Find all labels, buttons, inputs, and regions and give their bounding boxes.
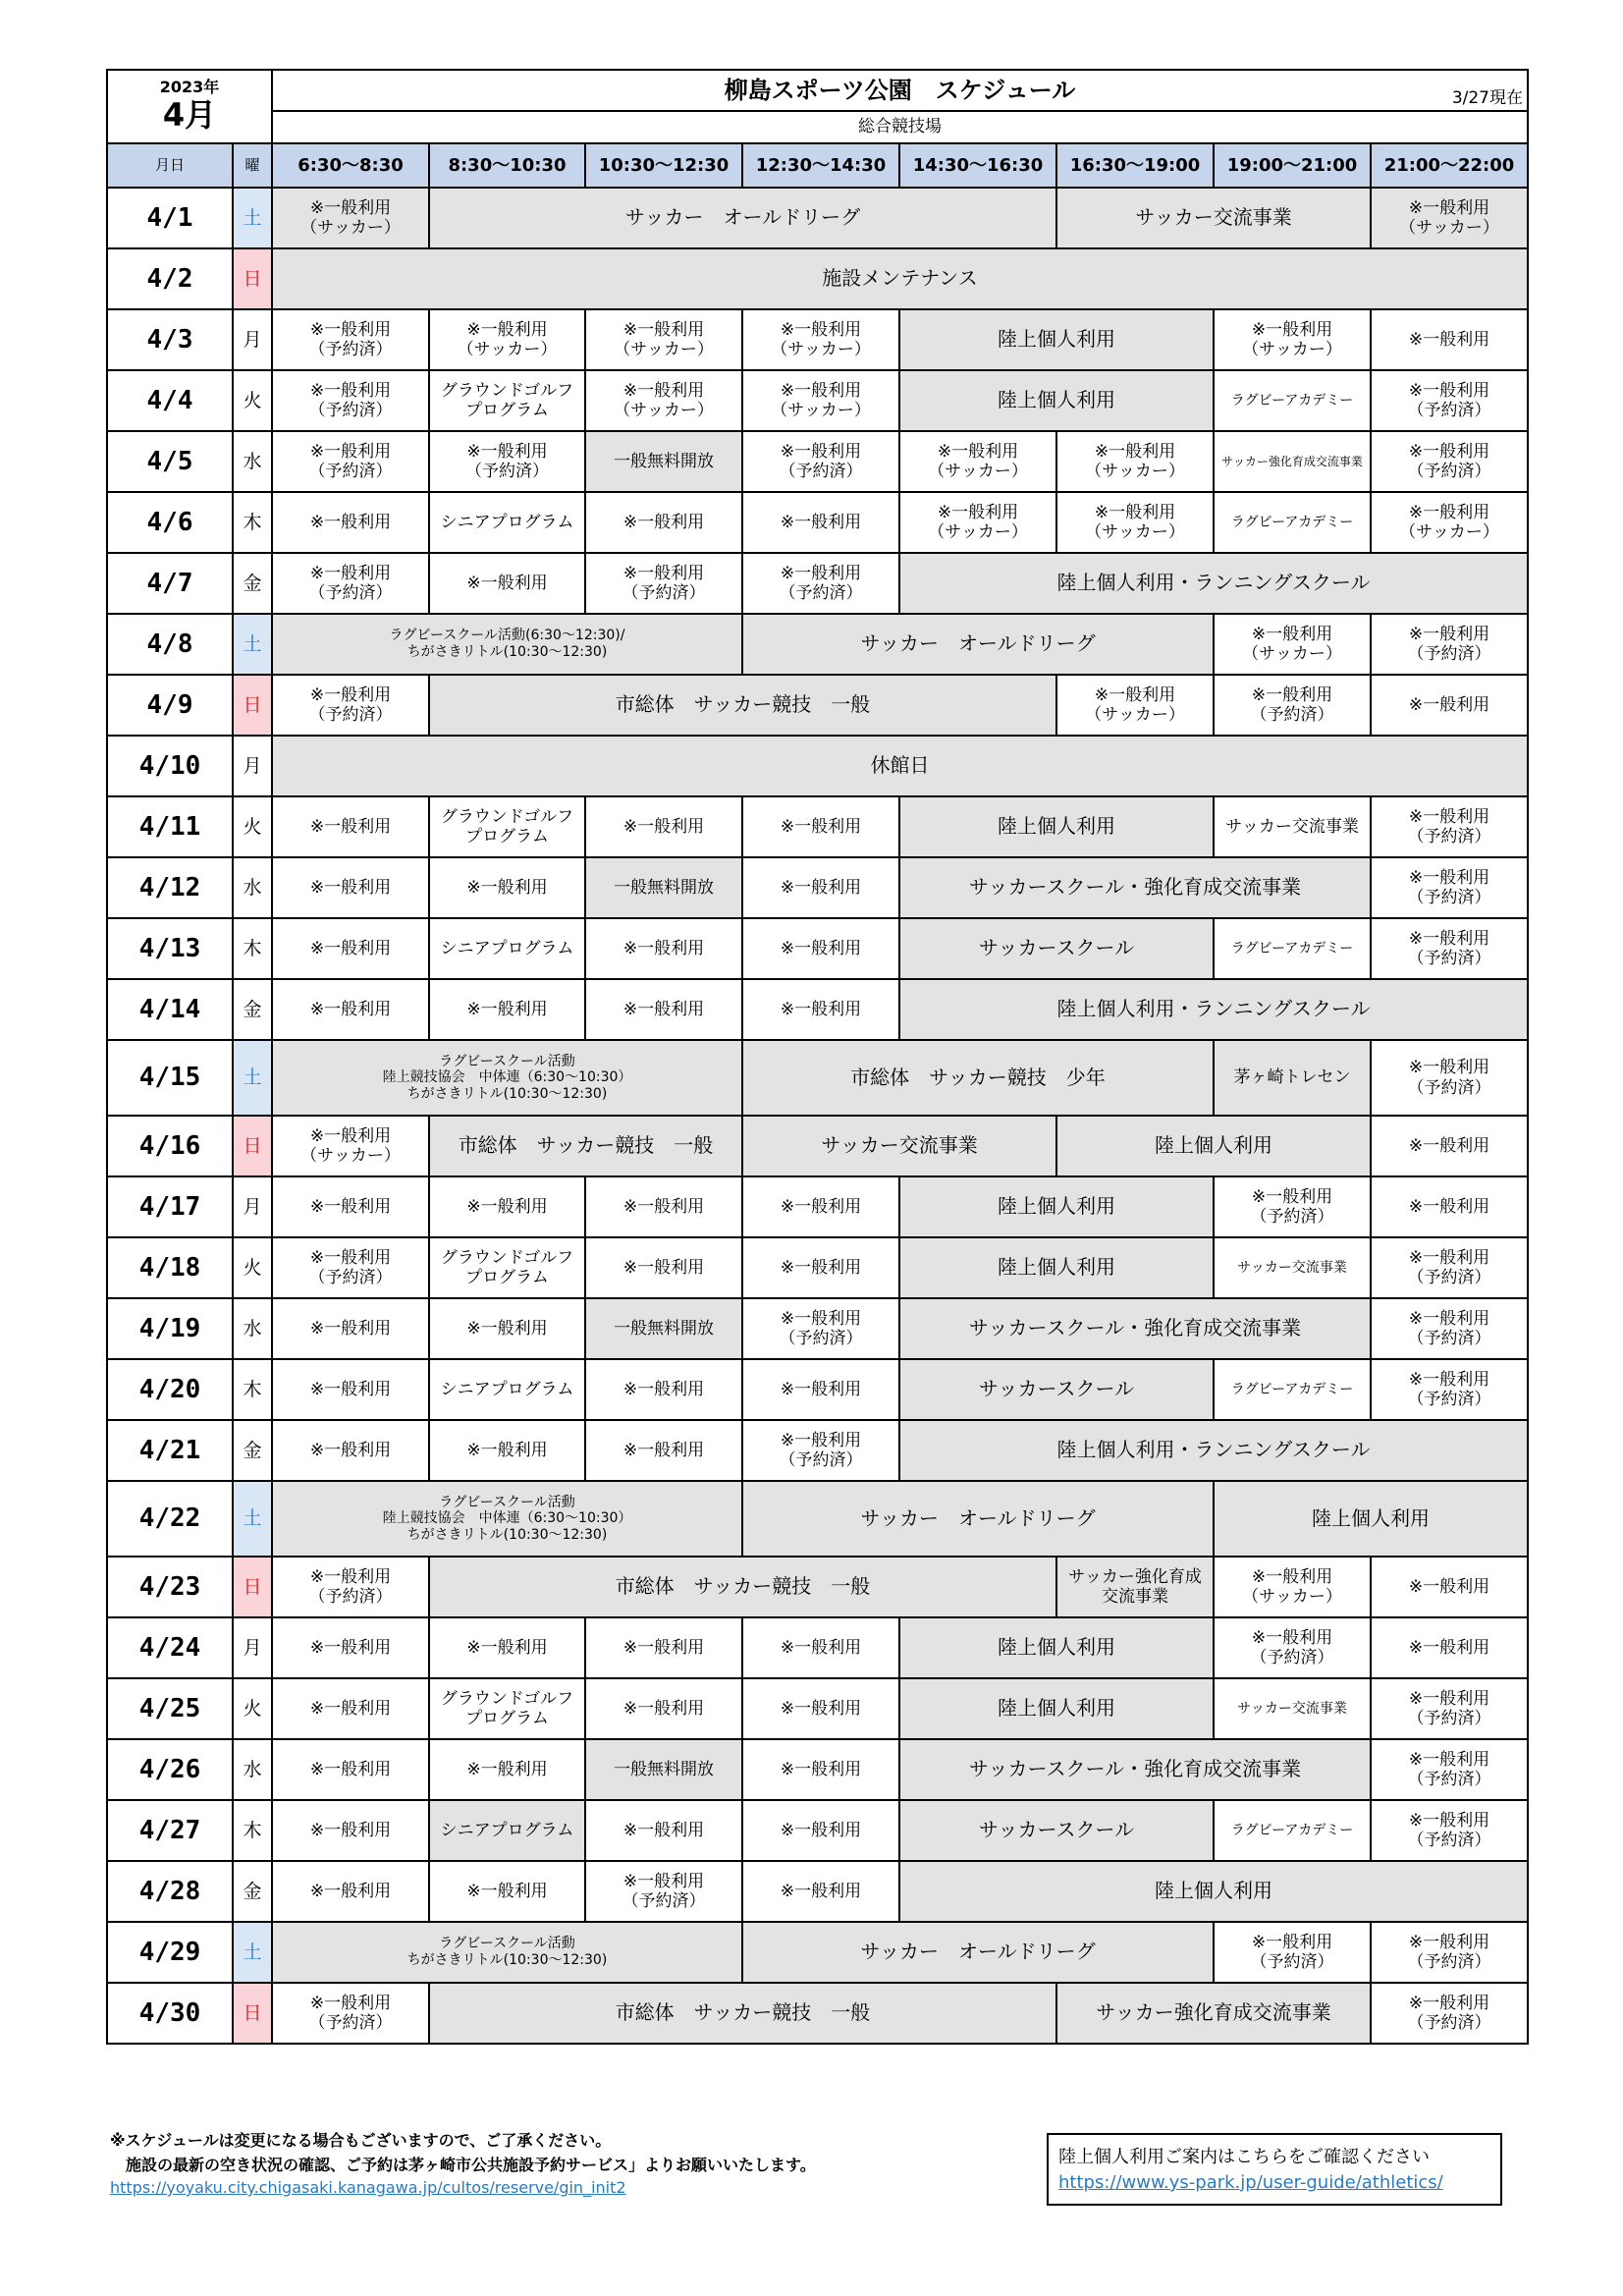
schedule-cell: ラグビーアカデミー <box>1214 1800 1371 1861</box>
weekday-cell: 水 <box>233 1298 272 1359</box>
schedule-cell: ※一般利用 <box>272 492 429 553</box>
schedule-cell: ラグビーアカデミー <box>1214 918 1371 979</box>
schedule-row <box>107 1983 1528 2044</box>
schedule-cell: 陸上個人利用 <box>899 796 1214 857</box>
schedule-cell: 陸上個人利用 <box>1214 1481 1528 1557</box>
schedule-cell: ※一般利用 <box>585 796 742 857</box>
schedule-cell: ※一般利用 （サッカー） <box>1056 431 1214 492</box>
schedule-cell: サッカー交流事業 <box>1214 1237 1371 1298</box>
page-title: 柳島スポーツ公園 スケジュール <box>724 76 1076 104</box>
time-slot-header: 21:00～22:00 <box>1371 143 1528 188</box>
athletics-info-link[interactable]: https://www.ys-park.jp/user-guide/athletics/ <box>1058 2172 1443 2193</box>
schedule-cell: ※一般利用 （予約済） <box>1371 370 1528 431</box>
schedule-cell: サッカー交流事業 <box>1214 1678 1371 1739</box>
date-cell: 4/25 <box>107 1678 233 1739</box>
weekday-cell: 月 <box>233 309 272 370</box>
schedule-cell: サッカー オールドリーグ <box>742 614 1214 675</box>
schedule-cell: ※一般利用 <box>742 1678 899 1739</box>
schedule-table <box>106 69 1529 2045</box>
weekday-cell: 日 <box>233 1983 272 2044</box>
schedule-cell: ※一般利用 <box>585 1617 742 1678</box>
footer-note-reservation: 施設の最新の空き状況の確認、ご予約は茅ヶ崎市公共施設予約サービス」よりお願いいたします。 <box>110 2156 816 2174</box>
schedule-cell: サッカースクール・強化育成交流事業 <box>899 1298 1371 1359</box>
schedule-cell: ※一般利用 （サッカー） <box>1371 492 1528 553</box>
schedule-cell: サッカースクール・強化育成交流事業 <box>899 1739 1371 1800</box>
schedule-cell: ※一般利用 <box>742 1237 899 1298</box>
schedule-cell: 施設メンテナンス <box>272 248 1528 309</box>
schedule-cell: ※一般利用 <box>1371 1557 1528 1617</box>
schedule-cell: ※一般利用 <box>272 1176 429 1237</box>
schedule-cell: ※一般利用 （サッカー） <box>899 492 1056 553</box>
schedule-cell: ※一般利用 <box>429 1739 585 1800</box>
athletics-info-box <box>1047 2133 1502 2206</box>
weekday-cell: 日 <box>233 1116 272 1176</box>
schedule-cell: 陸上個人利用 <box>1056 1116 1371 1176</box>
schedule-cell: シニアプログラム <box>429 492 585 553</box>
time-slot-header: 6:30～8:30 <box>272 143 429 188</box>
schedule-cell: ※一般利用 （サッカー） <box>1214 1557 1371 1617</box>
schedule-cell: ※一般利用 （予約済） <box>272 431 429 492</box>
schedule-cell: ※一般利用 <box>429 857 585 918</box>
schedule-cell: 陸上個人利用 <box>899 1617 1214 1678</box>
schedule-cell: グラウンドゴルフ プログラム <box>429 1237 585 1298</box>
schedule-cell: 一般無料開放 <box>585 1739 742 1800</box>
schedule-cell: 市総体 サッカー競技 一般 <box>429 1116 742 1176</box>
schedule-cell: グラウンドゴルフ プログラム <box>429 796 585 857</box>
schedule-cell: ※一般利用 <box>585 1678 742 1739</box>
schedule-cell: ※一般利用 （予約済） <box>585 553 742 614</box>
schedule-cell: ※一般利用 <box>272 1420 429 1481</box>
schedule-cell: サッカースクール <box>899 1800 1214 1861</box>
weekday-cell: 火 <box>233 796 272 857</box>
schedule-cell: ※一般利用 （サッカー） <box>429 309 585 370</box>
time-slot-header: 10:30～12:30 <box>585 143 742 188</box>
schedule-cell: 陸上個人利用 <box>899 309 1214 370</box>
schedule-cell: ※一般利用 （予約済） <box>272 553 429 614</box>
schedule-row <box>107 1237 1528 1298</box>
schedule-cell: ※一般利用 （サッカー） <box>742 370 899 431</box>
schedule-cell: サッカー交流事業 <box>1214 796 1371 857</box>
schedule-cell: ※一般利用 （サッカー） <box>585 309 742 370</box>
schedule-cell: 一般無料開放 <box>585 1298 742 1359</box>
schedule-cell: 陸上個人利用 <box>899 1176 1214 1237</box>
weekday-cell: 日 <box>233 675 272 736</box>
date-cell: 4/10 <box>107 736 233 796</box>
time-slot-header: 19:00～21:00 <box>1214 143 1371 188</box>
schedule-cell: ※一般利用 <box>429 979 585 1040</box>
title-cell <box>272 70 1528 111</box>
date-cell: 4/15 <box>107 1040 233 1116</box>
schedule-cell: 陸上個人利用・ランニングスクール <box>899 979 1528 1040</box>
schedule-cell: ※一般利用 <box>585 1800 742 1861</box>
weekday-cell: 月 <box>233 736 272 796</box>
schedule-cell: グラウンドゴルフ プログラム <box>429 370 585 431</box>
schedule-cell: 市総体 サッカー競技 少年 <box>742 1040 1214 1116</box>
schedule-cell: サッカースクール <box>899 1359 1214 1420</box>
schedule-cell: ※一般利用 <box>742 1359 899 1420</box>
schedule-row <box>107 1040 1528 1116</box>
weekday-cell: 火 <box>233 1678 272 1739</box>
date-cell: 4/20 <box>107 1359 233 1420</box>
schedule-row <box>107 1116 1528 1176</box>
schedule-cell: ※一般利用 <box>742 796 899 857</box>
schedule-cell: ※一般利用 （予約済） <box>1371 796 1528 857</box>
schedule-cell: ※一般利用 <box>272 1298 429 1359</box>
weekday-cell: 月 <box>233 1617 272 1678</box>
date-cell: 4/28 <box>107 1861 233 1922</box>
schedule-cell: ※一般利用 <box>742 918 899 979</box>
weekday-cell: 金 <box>233 1420 272 1481</box>
weekday-cell: 水 <box>233 431 272 492</box>
weekday-cell: 土 <box>233 1481 272 1557</box>
schedule-cell: ※一般利用 （サッカー） <box>1371 188 1528 248</box>
date-cell: 4/24 <box>107 1617 233 1678</box>
schedule-cell: 陸上個人利用 <box>899 1237 1214 1298</box>
schedule-cell: ※一般利用 （サッカー） <box>1056 675 1214 736</box>
schedule-cell: ※一般利用 <box>1371 1176 1528 1237</box>
date-cell: 4/23 <box>107 1557 233 1617</box>
schedule-row <box>107 1176 1528 1237</box>
time-slot-header: 12:30～14:30 <box>742 143 899 188</box>
schedule-cell: ※一般利用 <box>742 492 899 553</box>
as-of-date: 3/27現在 <box>1451 87 1523 108</box>
weekday-cell: 火 <box>233 1237 272 1298</box>
schedule-cell: ※一般利用 <box>429 1420 585 1481</box>
schedule-row <box>107 1617 1528 1678</box>
schedule-cell: ※一般利用 <box>742 1861 899 1922</box>
date-cell: 4/17 <box>107 1176 233 1237</box>
schedule-row <box>107 796 1528 857</box>
schedule-cell: ※一般利用 <box>429 553 585 614</box>
schedule-cell: ラグビースクール活動 ちがさきリトル(10:30～12:30) <box>272 1922 742 1983</box>
schedule-cell: ※一般利用 <box>742 857 899 918</box>
schedule-cell: ※一般利用 <box>585 1176 742 1237</box>
schedule-row <box>107 979 1528 1040</box>
schedule-row <box>107 918 1528 979</box>
date-cell: 4/22 <box>107 1481 233 1557</box>
schedule-cell: ラグビーアカデミー <box>1214 1359 1371 1420</box>
weekday-cell: 月 <box>233 1176 272 1237</box>
date-cell: 4/1 <box>107 188 233 248</box>
time-slot-header: 16:30～19:00 <box>1056 143 1214 188</box>
schedule-row <box>107 248 1528 309</box>
weekday-cell: 土 <box>233 614 272 675</box>
date-cell: 4/16 <box>107 1116 233 1176</box>
year-label: 2023年 <box>159 78 220 97</box>
schedule-cell: ※一般利用 （予約済） <box>272 370 429 431</box>
schedule-cell: ※一般利用 （予約済） <box>429 431 585 492</box>
schedule-cell: ※一般利用 <box>585 918 742 979</box>
schedule-cell: ※一般利用 （予約済） <box>742 1420 899 1481</box>
schedule-cell: ※一般利用 <box>272 979 429 1040</box>
schedule-cell: ※一般利用 <box>429 1298 585 1359</box>
schedule-cell: ※一般利用 <box>272 1359 429 1420</box>
schedule-cell: ※一般利用 （サッカー） <box>1214 309 1371 370</box>
schedule-cell: ※一般利用 <box>272 857 429 918</box>
schedule-cell: ※一般利用 （予約済） <box>1371 1359 1528 1420</box>
schedule-cell: サッカースクール・強化育成交流事業 <box>899 857 1371 918</box>
weekday-cell: 金 <box>233 1861 272 1922</box>
schedule-cell: サッカー交流事業 <box>742 1116 1056 1176</box>
schedule-cell: ※一般利用 <box>272 1739 429 1800</box>
schedule-cell: ※一般利用 <box>742 1739 899 1800</box>
schedule-cell: ※一般利用 （サッカー） <box>742 309 899 370</box>
schedule-cell: 陸上個人利用・ランニングスクール <box>899 1420 1528 1481</box>
schedule-row <box>107 736 1528 796</box>
schedule-cell: ※一般利用 （予約済） <box>1371 857 1528 918</box>
weekday-cell: 日 <box>233 1557 272 1617</box>
schedule-cell: ※一般利用 （予約済） <box>1371 1739 1528 1800</box>
schedule-cell: ※一般利用 <box>272 1800 429 1861</box>
schedule-row <box>107 1298 1528 1359</box>
schedule-cell: ※一般利用 （サッカー） <box>1056 492 1214 553</box>
schedule-cell: ※一般利用 （予約済） <box>1371 1678 1528 1739</box>
date-cell: 4/5 <box>107 431 233 492</box>
schedule-row <box>107 1922 1528 1983</box>
date-cell: 4/14 <box>107 979 233 1040</box>
weekday-cell: 金 <box>233 979 272 1040</box>
schedule-cell: ※一般利用 （サッカー） <box>1214 614 1371 675</box>
schedule-cell: ※一般利用 <box>1371 1617 1528 1678</box>
schedule-cell: ※一般利用 （予約済） <box>1371 1298 1528 1359</box>
weekday-cell: 日 <box>233 248 272 309</box>
date-column-header: 月日 <box>107 143 233 188</box>
schedule-cell: ※一般利用 （予約済） <box>1371 1040 1528 1116</box>
weekday-cell: 水 <box>233 857 272 918</box>
schedule-cell: シニアプログラム <box>429 1359 585 1420</box>
schedule-cell: ※一般利用 （サッカー） <box>272 1116 429 1176</box>
date-cell: 4/18 <box>107 1237 233 1298</box>
header-row <box>107 143 1528 188</box>
schedule-cell: 市総体 サッカー競技 一般 <box>429 675 1056 736</box>
schedule-cell: ※一般利用 <box>1371 309 1528 370</box>
schedule-cell: 茅ヶ崎トレセン <box>1214 1040 1371 1116</box>
date-cell: 4/26 <box>107 1739 233 1800</box>
schedule-row <box>107 675 1528 736</box>
schedule-cell: ※一般利用 （予約済） <box>272 1237 429 1298</box>
schedule-cell: 市総体 サッカー競技 一般 <box>429 1557 1056 1617</box>
footer-note-change: ※スケジュールは変更になる場合もございますので、ご了承ください。 <box>110 2131 612 2150</box>
schedule-cell: ※一般利用 （予約済） <box>1214 1617 1371 1678</box>
schedule-cell: サッカー オールドリーグ <box>429 188 1056 248</box>
schedule-cell: ※一般利用 <box>585 492 742 553</box>
date-cell: 4/4 <box>107 370 233 431</box>
schedule-cell: 休館日 <box>272 736 1528 796</box>
schedule-cell: ※一般利用 （予約済） <box>1371 1800 1528 1861</box>
schedule-cell: ※一般利用 <box>272 1861 429 1922</box>
date-cell: 4/6 <box>107 492 233 553</box>
schedule-cell: ※一般利用 <box>585 1420 742 1481</box>
venue-name: 総合競技場 <box>272 111 1528 143</box>
schedule-row <box>107 614 1528 675</box>
schedule-cell: ※一般利用 （予約済） <box>742 553 899 614</box>
schedule-row <box>107 1800 1528 1861</box>
schedule-cell: 陸上個人利用 <box>899 1678 1214 1739</box>
schedule-row <box>107 370 1528 431</box>
date-cell: 4/12 <box>107 857 233 918</box>
schedule-row <box>107 1420 1528 1481</box>
date-cell: 4/21 <box>107 1420 233 1481</box>
schedule-cell: ※一般利用 （予約済） <box>272 1983 429 2044</box>
schedule-cell: ※一般利用 （サッカー） <box>272 188 429 248</box>
schedule-cell: ※一般利用 <box>742 1800 899 1861</box>
reservation-link[interactable]: https://yoyaku.city.chigasaki.kanagawa.jp/cultos/reserve/gin_init2 <box>110 2178 626 2197</box>
schedule-cell: ※一般利用 <box>429 1617 585 1678</box>
schedule-cell: ※一般利用 （予約済） <box>1371 918 1528 979</box>
schedule-cell: ※一般利用 （予約済） <box>272 675 429 736</box>
schedule-cell: 陸上個人利用 <box>899 370 1214 431</box>
schedule-cell: ※一般利用 （サッカー） <box>585 370 742 431</box>
schedule-cell: グラウンドゴルフ プログラム <box>429 1678 585 1739</box>
schedule-cell: サッカー強化育成交流事業 <box>1056 1983 1371 2044</box>
schedule-cell: ※一般利用 （予約済） <box>1371 614 1528 675</box>
schedule-cell: ※一般利用 （予約済） <box>585 1861 742 1922</box>
schedule-cell: ※一般利用 <box>1371 1116 1528 1176</box>
weekday-cell: 水 <box>233 1739 272 1800</box>
schedule-cell: ※一般利用 <box>585 979 742 1040</box>
schedule-cell: ※一般利用 （予約済） <box>1214 675 1371 736</box>
month-label: 4月 <box>162 96 217 135</box>
schedule-cell: ※一般利用 （予約済） <box>1214 1176 1371 1237</box>
date-cell: 4/7 <box>107 553 233 614</box>
schedule-cell: ※一般利用 <box>272 796 429 857</box>
date-cell: 4/9 <box>107 675 233 736</box>
dow-column-header: 曜 <box>233 143 272 188</box>
schedule-cell: ラグビースクール活動 陸上競技協会 中体連（6:30～10:30） ちがさきリトル(10:30～12:30) <box>272 1481 742 1557</box>
schedule-cell: ラグビーアカデミー <box>1214 370 1371 431</box>
schedule-cell: ※一般利用 <box>272 1617 429 1678</box>
schedule-row <box>107 1678 1528 1739</box>
schedule-cell: ※一般利用 <box>429 1176 585 1237</box>
date-cell: 4/11 <box>107 796 233 857</box>
schedule-row <box>107 188 1528 248</box>
schedule-cell: サッカー オールドリーグ <box>742 1481 1214 1557</box>
date-cell: 4/13 <box>107 918 233 979</box>
schedule-row <box>107 431 1528 492</box>
schedule-cell: サッカー強化育成 交流事業 <box>1056 1557 1214 1617</box>
date-cell: 4/2 <box>107 248 233 309</box>
schedule-row <box>107 1739 1528 1800</box>
schedule-row <box>107 492 1528 553</box>
weekday-cell: 木 <box>233 1800 272 1861</box>
schedule-cell: ※一般利用 （予約済） <box>1214 1922 1371 1983</box>
date-cell: 4/29 <box>107 1922 233 1983</box>
schedule-row <box>107 1481 1528 1557</box>
date-cell: 4/3 <box>107 309 233 370</box>
date-cell: 4/30 <box>107 1983 233 2044</box>
schedule-cell: ラグビーアカデミー <box>1214 492 1371 553</box>
schedule-row <box>107 1861 1528 1922</box>
schedule-cell: サッカースクール <box>899 918 1214 979</box>
schedule-row <box>107 553 1528 614</box>
schedule-row <box>107 857 1528 918</box>
weekday-cell: 木 <box>233 492 272 553</box>
time-slot-header: 14:30～16:30 <box>899 143 1056 188</box>
schedule-cell: ※一般利用 （予約済） <box>1371 431 1528 492</box>
schedule-cell: ※一般利用 <box>429 1861 585 1922</box>
weekday-cell: 土 <box>233 1922 272 1983</box>
schedule-cell: ※一般利用 （予約済） <box>272 1557 429 1617</box>
schedule-cell: ※一般利用 <box>742 1617 899 1678</box>
schedule-cell: ラグビースクール活動(6:30～12:30)/ ちがさきリトル(10:30～12:30) <box>272 614 742 675</box>
weekday-cell: 金 <box>233 553 272 614</box>
schedule-cell: ラグビースクール活動 陸上競技協会 中体連（6:30～10:30） ちがさきリトル(10:30～12:30) <box>272 1040 742 1116</box>
schedule-cell: 市総体 サッカー競技 一般 <box>429 1983 1056 2044</box>
schedule-cell: ※一般利用 <box>585 1237 742 1298</box>
schedule-cell: ※一般利用 （予約済） <box>742 1298 899 1359</box>
schedule-cell: 一般無料開放 <box>585 431 742 492</box>
schedule-cell: サッカー強化育成交流事業 <box>1214 431 1371 492</box>
schedule-cell: ※一般利用 <box>272 918 429 979</box>
schedule-cell: ※一般利用 <box>742 1176 899 1237</box>
schedule-cell: ※一般利用 （サッカー） <box>899 431 1056 492</box>
schedule-cell: 陸上個人利用・ランニングスクール <box>899 553 1528 614</box>
schedule-row <box>107 309 1528 370</box>
time-slot-header: 8:30～10:30 <box>429 143 585 188</box>
schedule-cell: シニアプログラム <box>429 1800 585 1861</box>
schedule-cell: ※一般利用 （予約済） <box>272 309 429 370</box>
athletics-info-text: 陸上個人利用ご案内はこちらをご確認ください <box>1058 2147 1430 2167</box>
schedule-cell: 一般無料開放 <box>585 857 742 918</box>
schedule-cell: シニアプログラム <box>429 918 585 979</box>
schedule-row <box>107 1359 1528 1420</box>
weekday-cell: 土 <box>233 1040 272 1116</box>
schedule-cell: ※一般利用 （予約済） <box>1371 1983 1528 2044</box>
date-cell: 4/27 <box>107 1800 233 1861</box>
schedule-cell: サッカー交流事業 <box>1056 188 1371 248</box>
schedule-cell: ※一般利用 （予約済） <box>1371 1922 1528 1983</box>
schedule-cell: 陸上個人利用 <box>899 1861 1528 1922</box>
date-cell: 4/19 <box>107 1298 233 1359</box>
schedule-cell: ※一般利用 <box>585 1359 742 1420</box>
year-month-cell <box>107 70 272 143</box>
date-cell: 4/8 <box>107 614 233 675</box>
schedule-cell: ※一般利用 （予約済） <box>1371 1237 1528 1298</box>
schedule-cell: ※一般利用 <box>272 1678 429 1739</box>
weekday-cell: 木 <box>233 918 272 979</box>
weekday-cell: 火 <box>233 370 272 431</box>
weekday-cell: 木 <box>233 1359 272 1420</box>
weekday-cell: 土 <box>233 188 272 248</box>
schedule-cell: サッカー オールドリーグ <box>742 1922 1214 1983</box>
schedule-cell: ※一般利用 <box>742 979 899 1040</box>
schedule-row <box>107 1557 1528 1617</box>
schedule-cell: ※一般利用 <box>1371 675 1528 736</box>
schedule-cell: ※一般利用 （予約済） <box>742 431 899 492</box>
